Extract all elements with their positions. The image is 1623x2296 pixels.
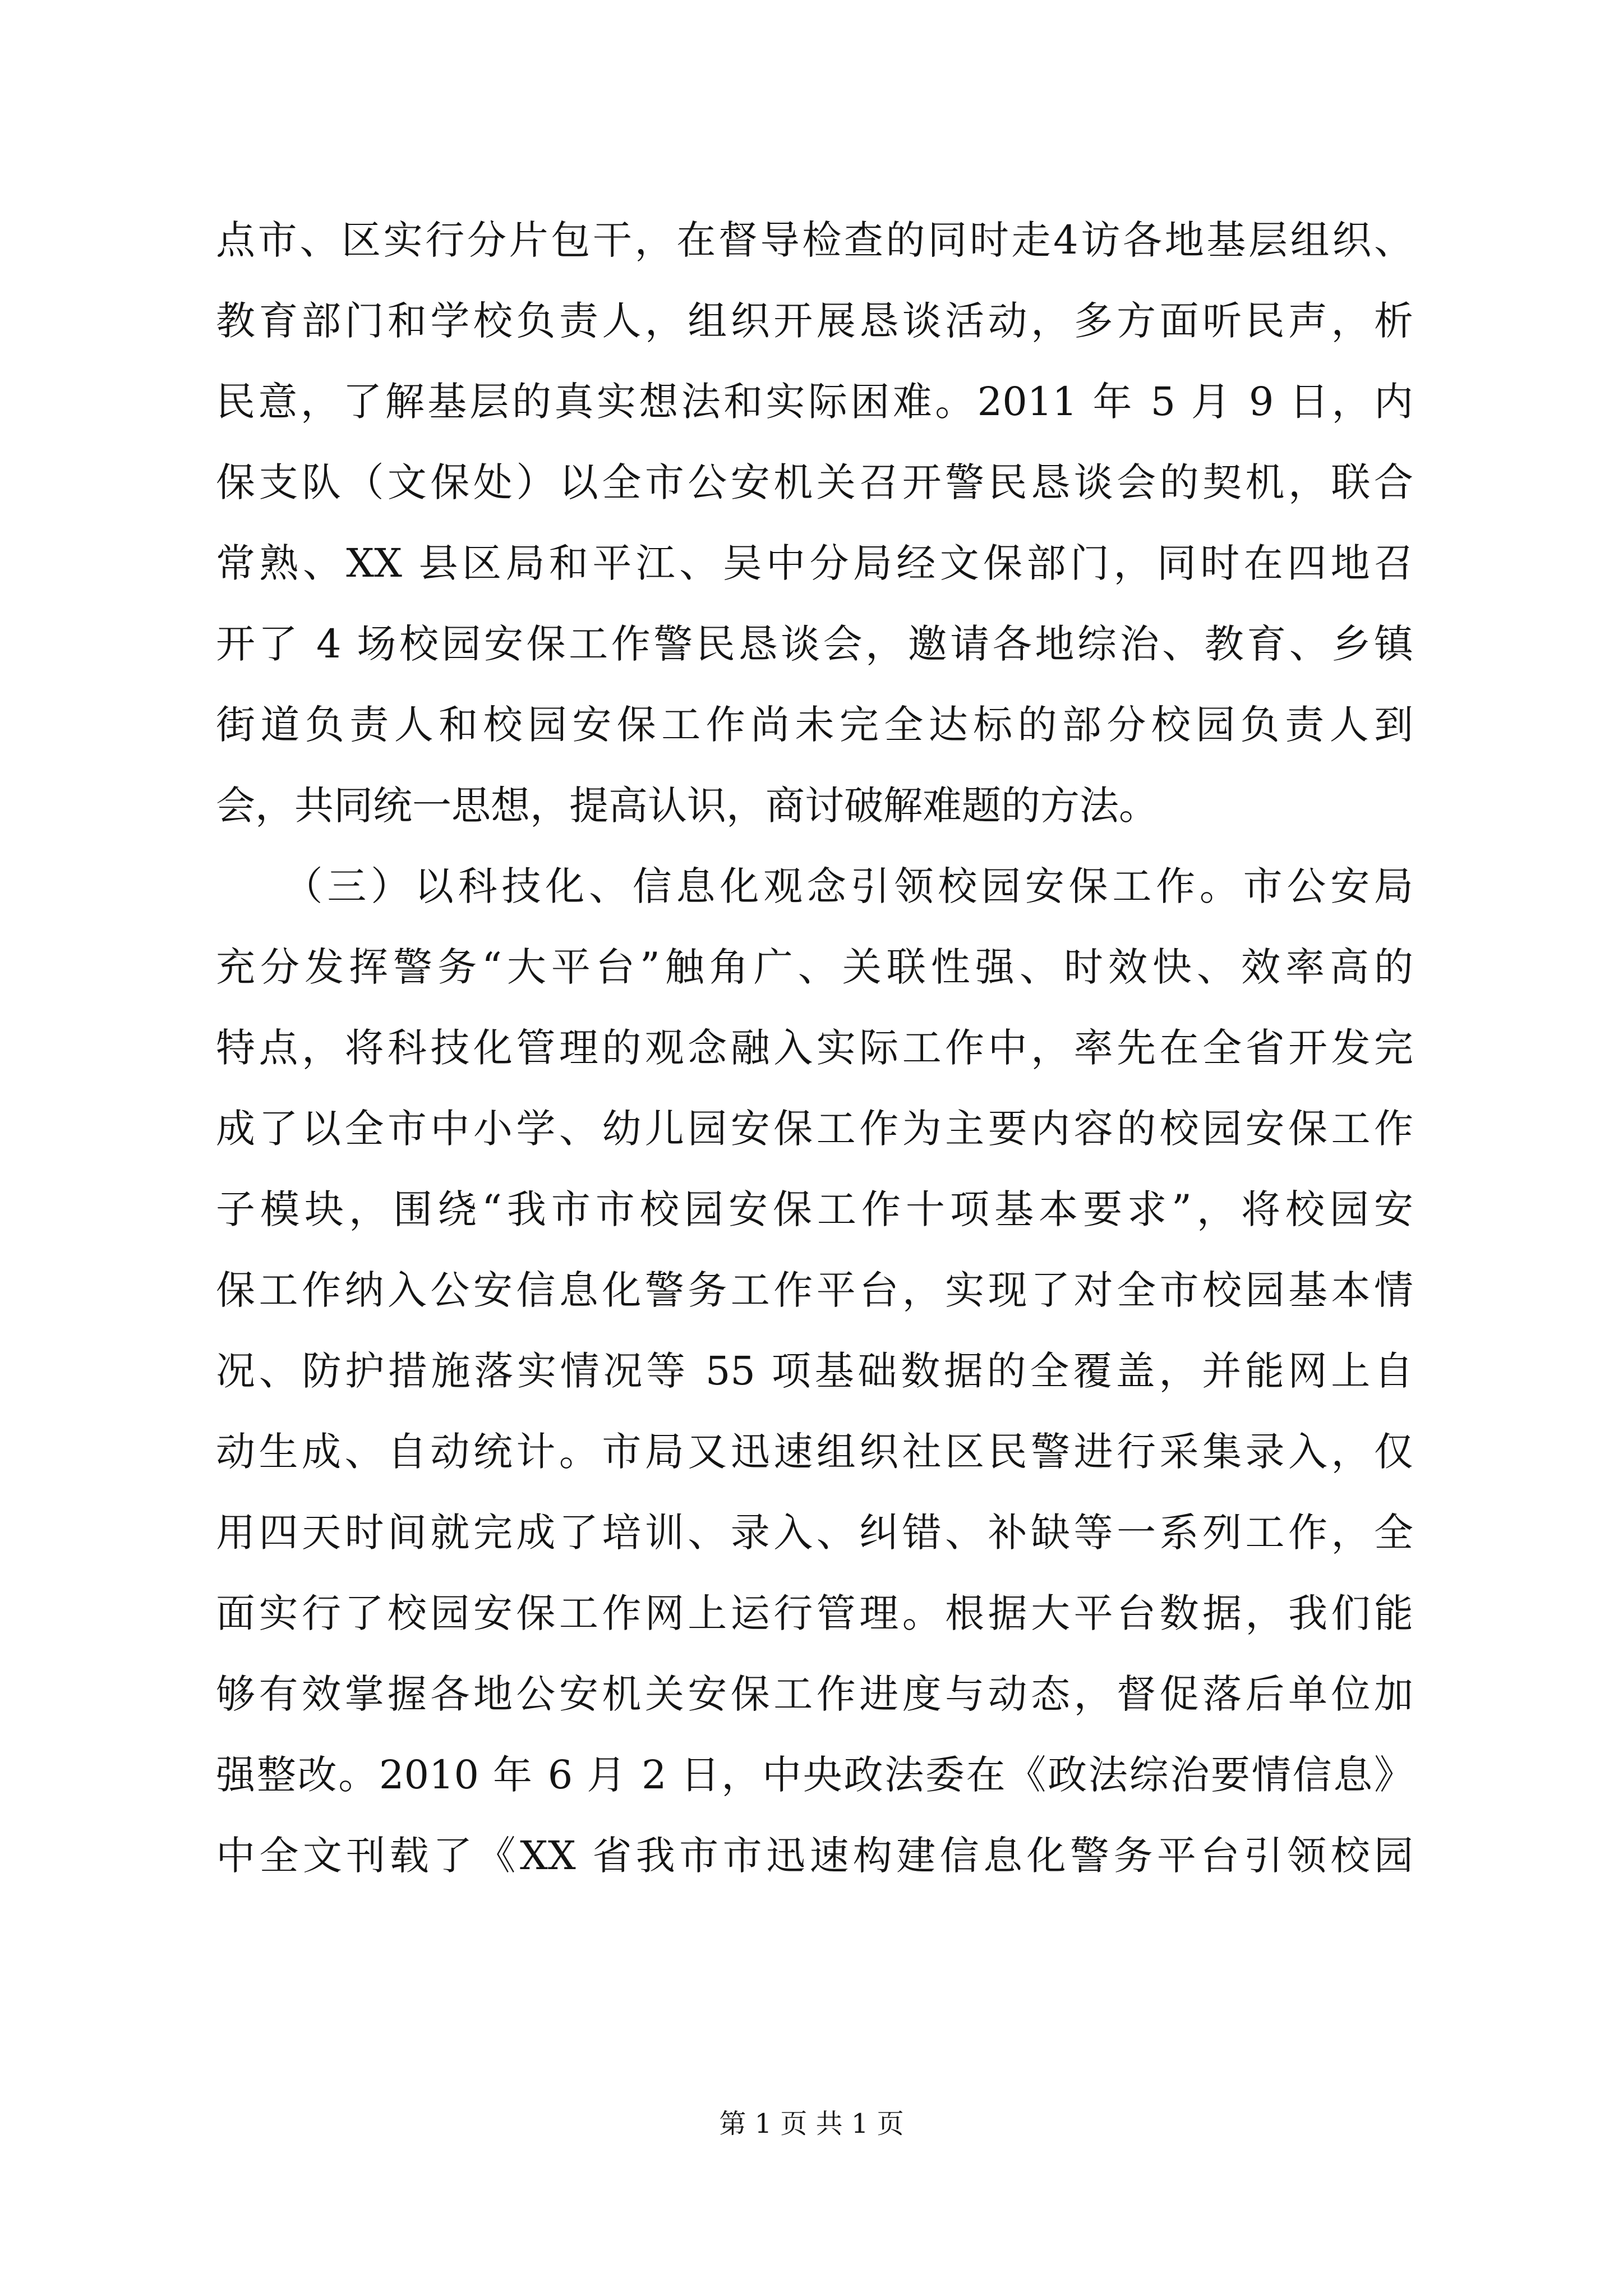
text-line: 常熟、XX 县区局和平江、吴中分局经文保部门，同时在四地召 — [216, 540, 1413, 586]
text-line: 保支队（文保处）以全市公安机关召开警民恳谈会的契机，联合 — [216, 459, 1413, 505]
section-heading-line: （三）以科技化、信息化观念引领校园安保工作。市公安局 — [216, 863, 1413, 909]
text-line: 点市、区实行分片包干，在督导检查的同时走4访各地基层组织、 — [216, 217, 1413, 263]
text-line: 够有效掌握各地公安机关安保工作进度与动态，督促落后单位加 — [216, 1671, 1413, 1717]
text-line: 成了以全市中小学、幼儿园安保工作为主要内容的校园安保工作 — [216, 1106, 1413, 1152]
text-line: 教育部门和学校负责人，组织开展恳谈活动，多方面听民声，析 — [216, 298, 1413, 344]
page-footer — [0, 2107, 1623, 2141]
text-line: 充分发挥警务“大平台”触角广、关联性强、时效快、效率高的 — [216, 944, 1413, 990]
text-line: 强整改。2010 年 6 月 2 日，中央政法委在《政法综治要情信息》 — [216, 1752, 1413, 1798]
text-line: 保工作纳入公安信息化警务工作平台，实现了对全市校园基本情 — [216, 1267, 1413, 1313]
text-line: 特点，将科技化管理的观念融入实际工作中，率先在全省开发完 — [216, 1025, 1413, 1071]
text-line: 况、防护措施落实情况等 55 项基础数据的全覆盖，并能网上自 — [216, 1348, 1413, 1394]
text-line: 动生成、自动统计。市局又迅速组织社区民警进行采集录入，仅 — [216, 1429, 1413, 1475]
text-line: 街道负责人和校园安保工作尚未完全达标的部分校园负责人到 — [216, 702, 1413, 748]
text-line: 开了 4 场校园安保工作警民恳谈会，邀请各地综治、教育、乡镇 — [216, 621, 1413, 667]
text-line: 用四天时间就完成了培训、录入、纠错、补缺等一系列工作，全 — [216, 1510, 1413, 1556]
page-number-label: 第 1 页 共 1 页 — [719, 2108, 904, 2139]
text-line: 子模块，围绕“我市市校园安保工作十项基本要求”，将校园安 — [216, 1186, 1413, 1232]
body-text — [216, 200, 1413, 1896]
text-line: 会，共同统一思想，提高认识，商讨破解难题的方法。 — [216, 783, 1158, 829]
text-line: 面实行了校园安保工作网上运行管理。根据大平台数据，我们能 — [216, 1590, 1413, 1636]
text-line: 中全文刊载了《XX 省我市市迅速构建信息化警务平台引领校园 — [216, 1833, 1413, 1879]
text-line: 民意，了解基层的真实想法和实际困难。2011 年 5 月 9 日，内 — [216, 379, 1413, 425]
